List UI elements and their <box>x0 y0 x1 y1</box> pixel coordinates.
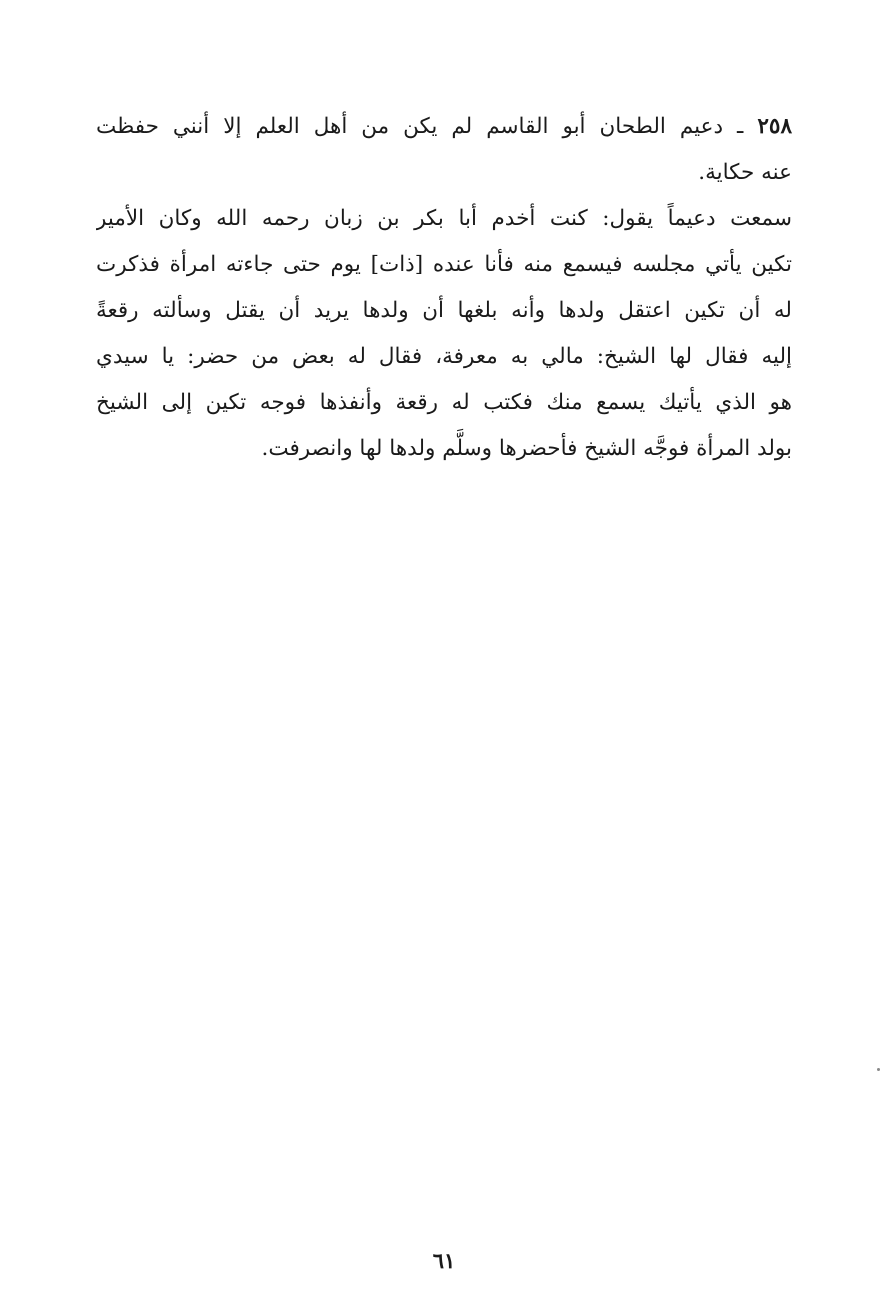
entry-number: ٢٥٨ <box>757 114 792 139</box>
body-line-2: تكين يأتي مجلسه فيسمع منه فأنا عنده [ذات] يوم حتى جاءته امرأة فذكرت <box>96 252 792 277</box>
entry-text-block <box>96 104 792 472</box>
body-line-5: هو الذي يأتيك يسمع منك فكتب له رقعة وأنفذها فوجه تكين إلى الشيخ <box>96 390 792 415</box>
body-line-1: سمعت دعيماً يقول: كنت أخدم أبا بكر بن زبان رحمه الله وكان الأمير <box>96 206 792 231</box>
entry-heading-line <box>96 104 792 150</box>
body-line-6: بولد المرأة فوجَّه الشيخ فأحضرها وسلَّم ولدها لها وانصرفت. <box>261 436 792 461</box>
page-number: ٦١ <box>432 1248 456 1273</box>
entry-heading-continuation: عنه حكاية. <box>698 160 792 185</box>
entry-dash: ـ <box>737 114 744 139</box>
body-line-4: إليه فقال لها الشيخ: مالي به معرفة، فقال له بعض من حضر: يا سيدي <box>96 344 792 369</box>
entry-heading-text: دعيم الطحان أبو القاسم لم يكن من أهل العلم إلا أنني حفظت <box>96 114 724 139</box>
scan-speck <box>877 1068 880 1071</box>
body-line-3: له أن تكين اعتقل ولدها وأنه بلغها أن ولدها يريد أن يقتل وسألته رقعةً <box>96 298 792 323</box>
